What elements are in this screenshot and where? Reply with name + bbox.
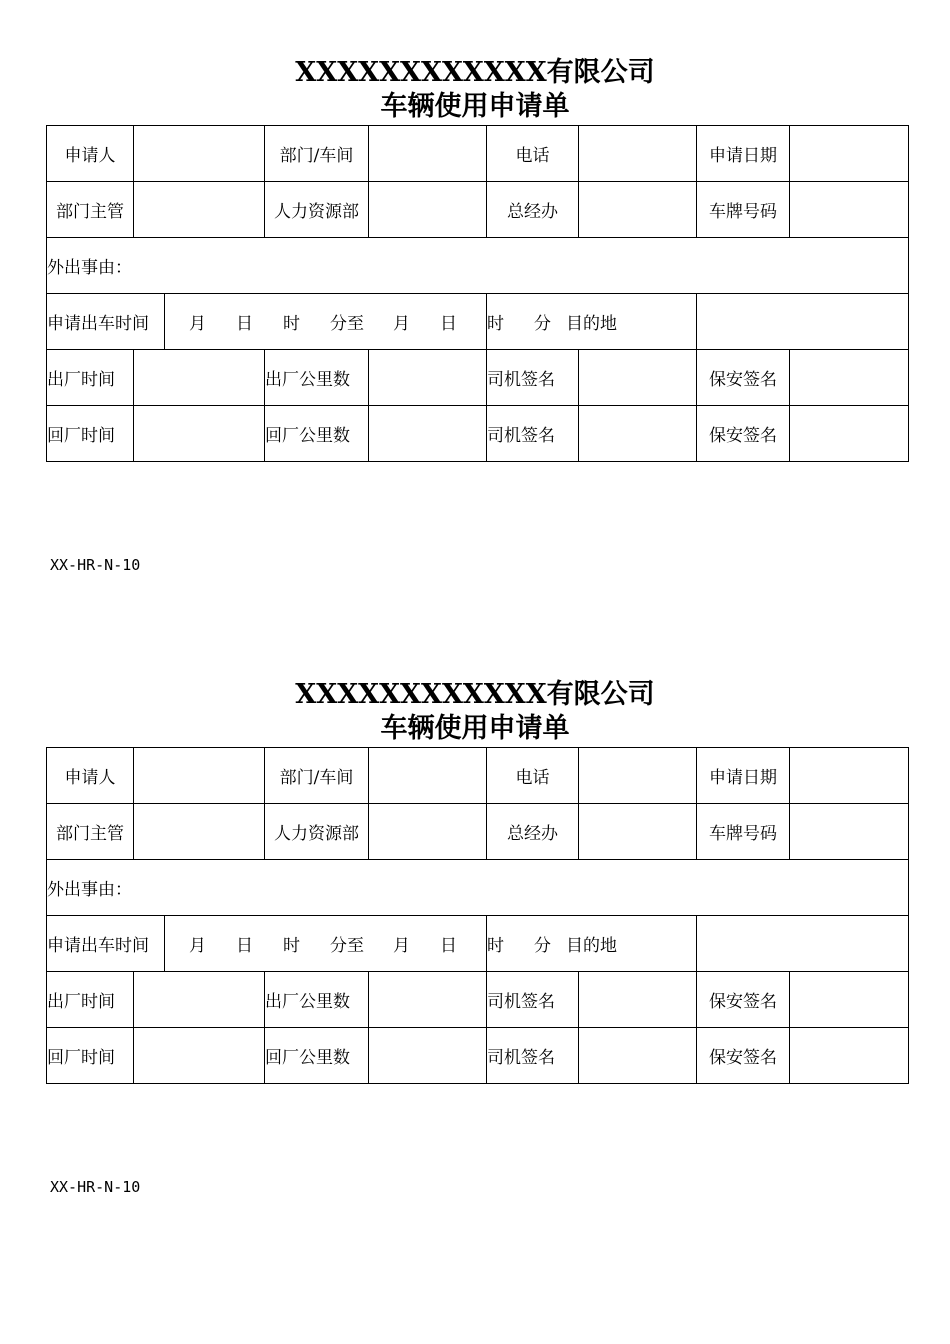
field-back-time[interactable] (134, 406, 265, 462)
form-header (0, 678, 950, 746)
field-hr[interactable] (369, 804, 487, 860)
label-driver-sign-out: 司机签名 (487, 972, 579, 1028)
field-guard-sign-out[interactable] (790, 972, 909, 1028)
field-guard-sign-out[interactable] (790, 350, 909, 406)
field-driver-sign-back[interactable] (579, 406, 697, 462)
row-approvals (47, 804, 909, 860)
time-day-1: 日 (236, 936, 253, 956)
label-out-time: 出厂时间 (47, 350, 134, 406)
row-departure (47, 350, 909, 406)
label-reason: 外出事由： (47, 880, 132, 900)
time-day-1: 日 (236, 314, 253, 334)
row-applicant (47, 126, 909, 182)
field-department[interactable] (369, 748, 487, 804)
field-apply-date[interactable] (790, 748, 909, 804)
label-time: 申请出车时间 (47, 294, 165, 350)
row-approvals (47, 182, 909, 238)
field-back-km[interactable] (369, 406, 487, 462)
label-applicant: 申请人 (47, 748, 134, 804)
row-departure (47, 972, 909, 1028)
time-day-2: 日 (440, 314, 457, 334)
field-time[interactable] (165, 294, 551, 350)
row-return (47, 1028, 909, 1084)
form-table (46, 747, 909, 1084)
label-hr: 人力资源部 (265, 182, 369, 238)
field-gm-office[interactable] (579, 804, 697, 860)
row-time (47, 294, 909, 350)
label-out-km: 出厂公里数 (265, 972, 369, 1028)
time-hour-1: 时 (283, 936, 300, 956)
time-day-2: 日 (440, 936, 457, 956)
time-min-2: 分 (534, 936, 551, 956)
field-out-time[interactable] (134, 972, 265, 1028)
label-apply-date: 申请日期 (697, 748, 790, 804)
label-back-km: 回厂公里数 (265, 1028, 369, 1084)
form-table (46, 125, 909, 462)
label-dept-manager: 部门主管 (47, 804, 134, 860)
field-out-km[interactable] (369, 972, 487, 1028)
row-reason (47, 860, 909, 916)
field-gm-office[interactable] (579, 182, 697, 238)
label-gm-office: 总经办 (487, 182, 579, 238)
field-applicant[interactable] (134, 748, 265, 804)
time-month-2: 月 (393, 314, 410, 334)
label-driver-sign-back: 司机签名 (487, 1028, 579, 1084)
label-reason: 外出事由： (47, 258, 132, 278)
label-phone: 电话 (487, 748, 579, 804)
field-destination[interactable] (697, 916, 909, 972)
time-min-2: 分 (534, 314, 551, 334)
time-hour-1: 时 (283, 314, 300, 334)
time-min-to: 分至 (330, 936, 364, 956)
row-reason (47, 238, 909, 294)
field-plate[interactable] (790, 182, 909, 238)
row-time (47, 916, 909, 972)
time-month-1: 月 (189, 936, 206, 956)
label-driver-sign-back: 司机签名 (487, 406, 579, 462)
label-out-time: 出厂时间 (47, 972, 134, 1028)
label-plate: 车牌号码 (697, 804, 790, 860)
time-hour-2: 时 (487, 314, 504, 334)
field-phone[interactable] (579, 126, 697, 182)
form-code: XX-HR-N-10 (50, 1178, 141, 1196)
label-guard-sign-back: 保安签名 (697, 406, 790, 462)
label-back-time: 回厂时间 (47, 406, 134, 462)
form-title: 车辆使用申请单 (380, 713, 570, 744)
time-month-2: 月 (393, 936, 410, 956)
field-reason[interactable] (47, 238, 909, 294)
field-driver-sign-out[interactable] (579, 972, 697, 1028)
label-gm-office: 总经办 (487, 804, 579, 860)
company-name: XXXXXXXXXXXX有限公司 (295, 57, 655, 88)
field-reason[interactable] (47, 860, 909, 916)
label-out-km: 出厂公里数 (265, 350, 369, 406)
field-time[interactable] (165, 916, 551, 972)
form-code: XX-HR-N-10 (50, 556, 141, 574)
label-phone: 电话 (487, 126, 579, 182)
label-back-time: 回厂时间 (47, 1028, 134, 1084)
form-header (0, 56, 950, 124)
field-guard-sign-back[interactable] (790, 406, 909, 462)
field-out-km[interactable] (369, 350, 487, 406)
label-driver-sign-out: 司机签名 (487, 350, 579, 406)
label-apply-date: 申请日期 (697, 126, 790, 182)
company-name: XXXXXXXXXXXX有限公司 (295, 679, 655, 710)
label-department: 部门/车间 (265, 126, 369, 182)
field-back-km[interactable] (369, 1028, 487, 1084)
label-guard-sign-out: 保安签名 (697, 972, 790, 1028)
label-guard-sign-out: 保安签名 (697, 350, 790, 406)
field-phone[interactable] (579, 748, 697, 804)
label-destination: 目的地 (487, 916, 697, 972)
label-guard-sign-back: 保安签名 (697, 1028, 790, 1084)
field-apply-date[interactable] (790, 126, 909, 182)
field-department[interactable] (369, 126, 487, 182)
label-applicant: 申请人 (47, 126, 134, 182)
label-hr: 人力资源部 (265, 804, 369, 860)
label-time: 申请出车时间 (47, 916, 165, 972)
row-applicant (47, 748, 909, 804)
field-destination[interactable] (697, 294, 909, 350)
label-dept-manager: 部门主管 (47, 182, 134, 238)
field-dept-manager[interactable] (134, 804, 265, 860)
time-month-1: 月 (189, 314, 206, 334)
field-driver-sign-out[interactable] (579, 350, 697, 406)
vehicle-request-form-1 (0, 56, 950, 574)
label-back-km: 回厂公里数 (265, 406, 369, 462)
field-guard-sign-back[interactable] (790, 1028, 909, 1084)
field-applicant[interactable] (134, 126, 265, 182)
form-title: 车辆使用申请单 (380, 91, 570, 122)
field-out-time[interactable] (134, 350, 265, 406)
label-department: 部门/车间 (265, 748, 369, 804)
field-dept-manager[interactable] (134, 182, 265, 238)
label-destination: 目的地 (487, 294, 697, 350)
field-driver-sign-back[interactable] (579, 1028, 697, 1084)
label-plate: 车牌号码 (697, 182, 790, 238)
field-back-time[interactable] (134, 1028, 265, 1084)
row-return (47, 406, 909, 462)
field-hr[interactable] (369, 182, 487, 238)
field-plate[interactable] (790, 804, 909, 860)
time-min-to: 分至 (330, 314, 364, 334)
time-hour-2: 时 (487, 936, 504, 956)
vehicle-request-form-2 (0, 678, 950, 1196)
